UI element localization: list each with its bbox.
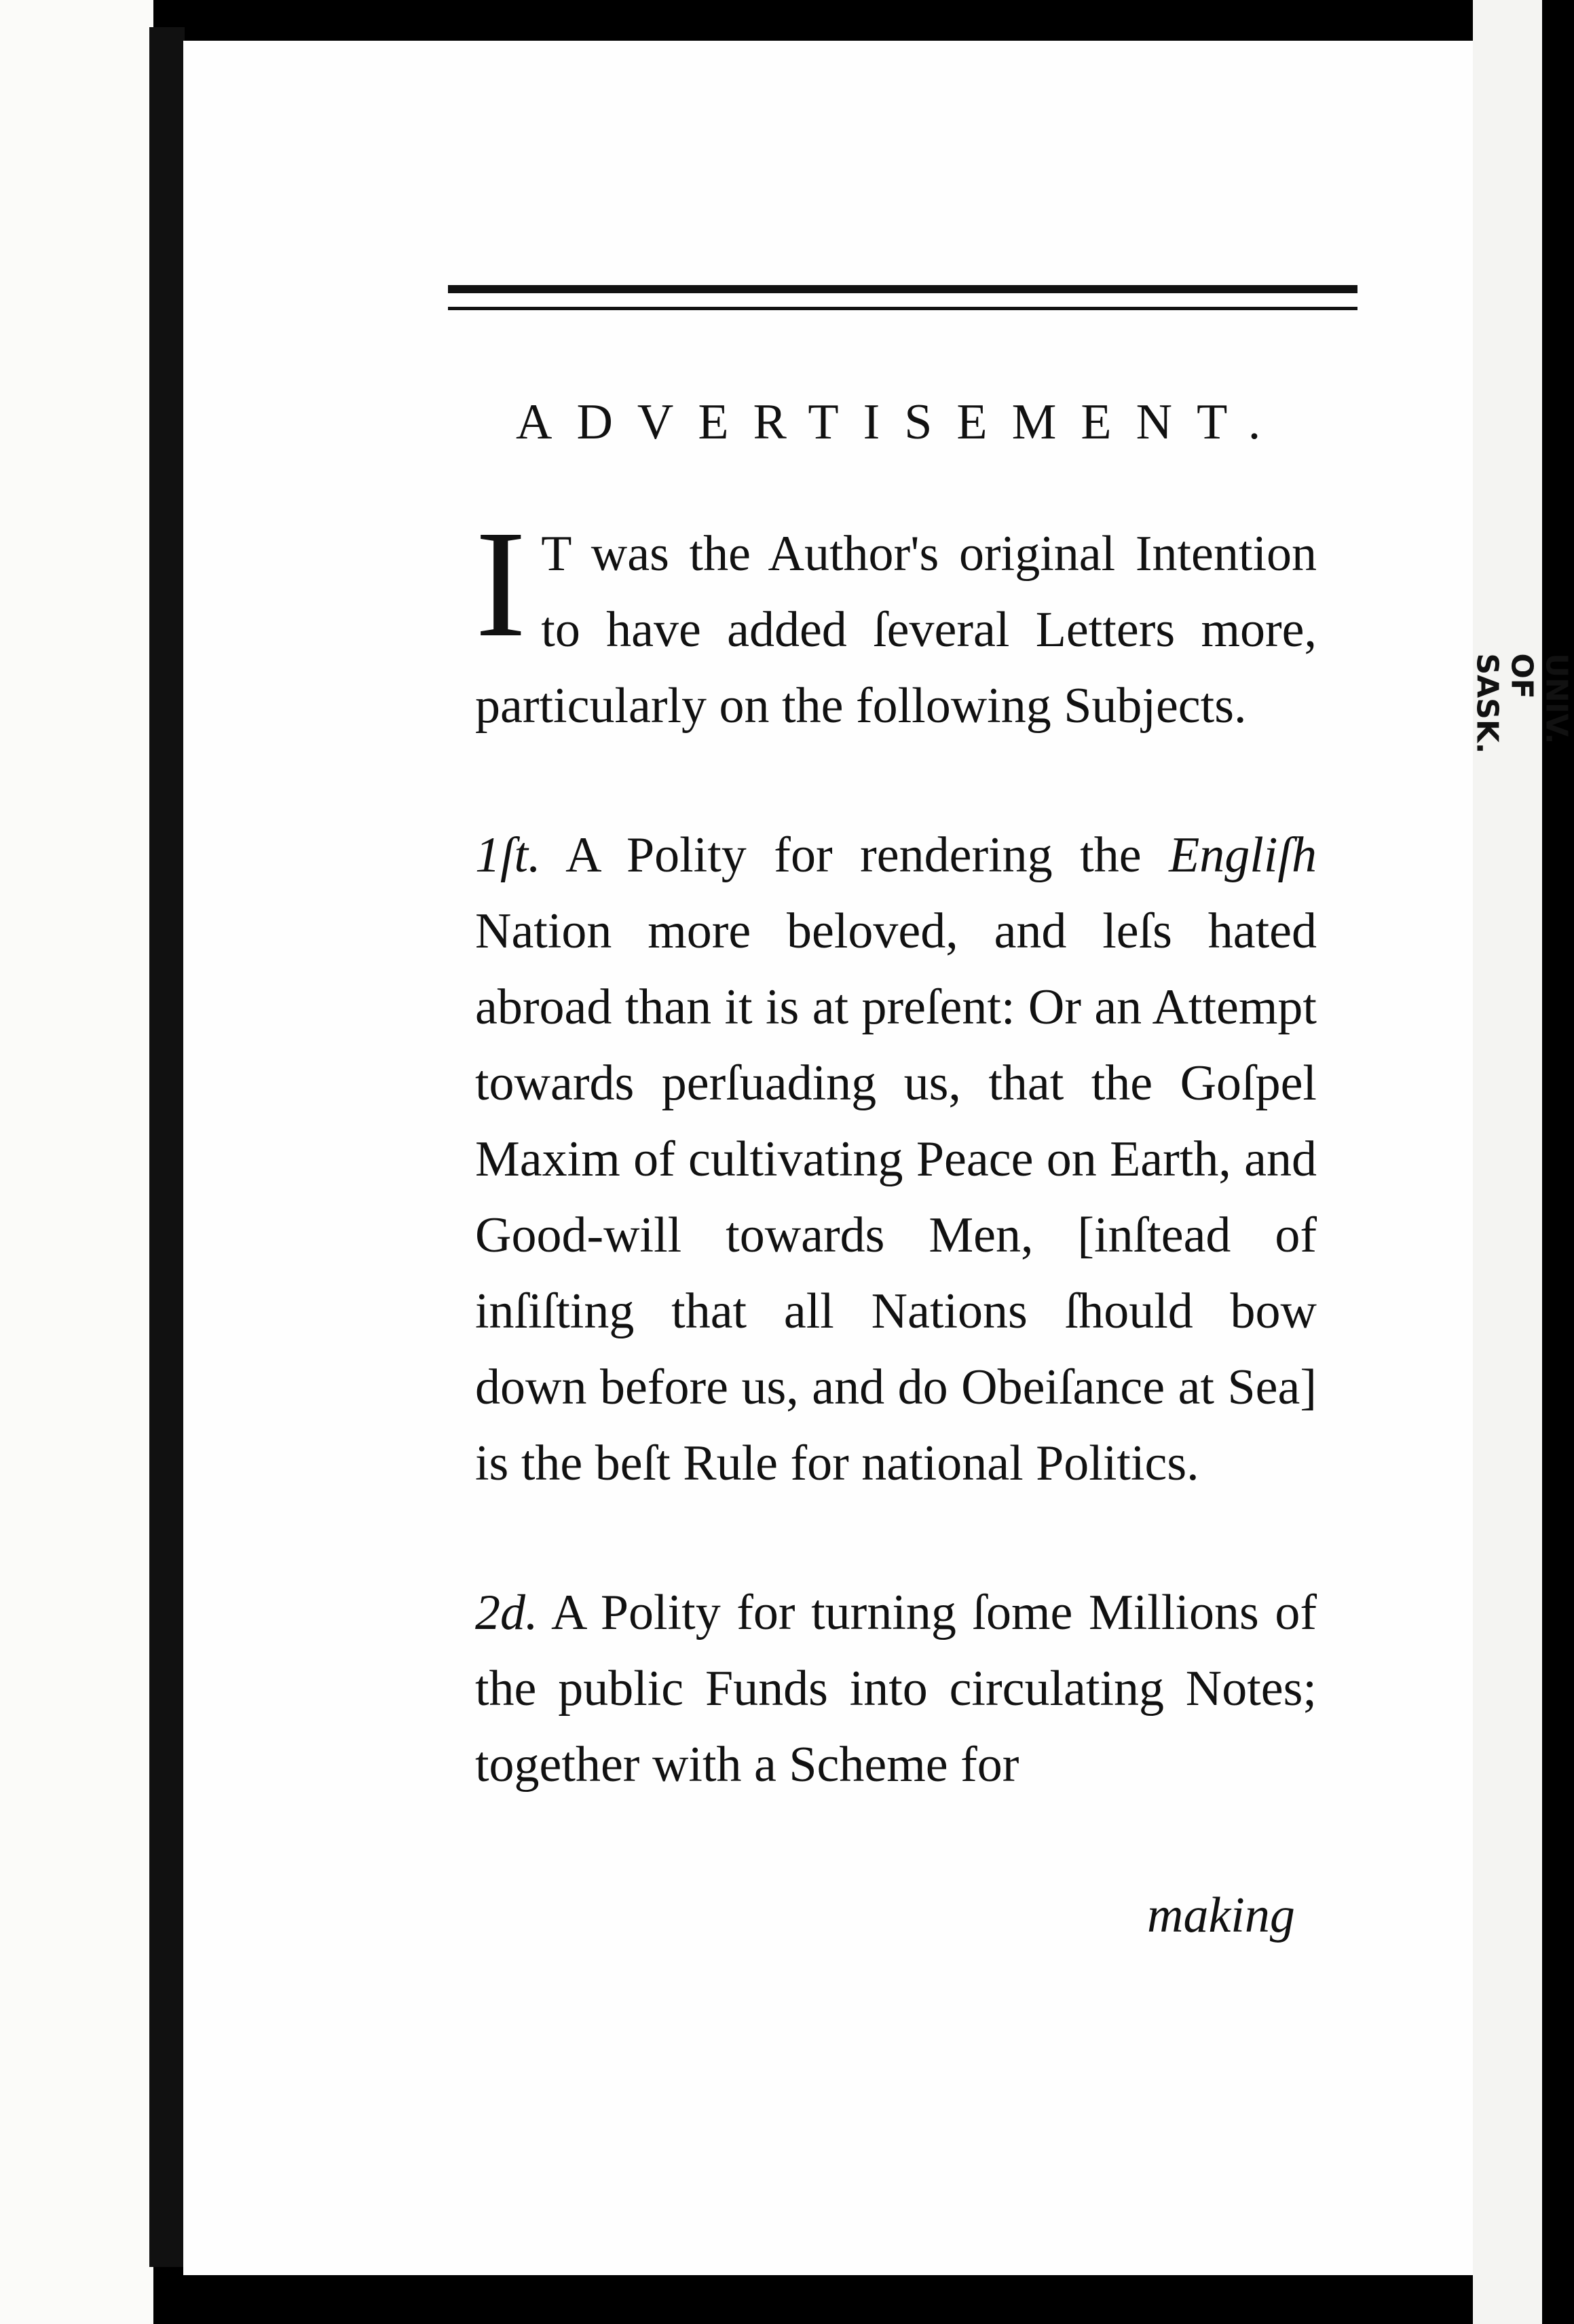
library-stamp-text: UNIV. OF SASK. <box>1469 653 1574 754</box>
book-gutter <box>149 27 185 2267</box>
drop-cap: I <box>475 499 527 669</box>
paragraph-intro-text: T was the Author's original Intention to have added ſeveral Letters more, particularly on the following Subjects. <box>475 526 1317 734</box>
paragraph-first-text-b: Nation more beloved, and leſs hated abroad than it is at preſent: Or an Attempt towards perſuading us, that the Goſpel Maxim of cultivating Peace on Earth, and Good-will towards Men, [inſtead of inſiſting that all Nations ſhould bow down before us, and do Obeiſance at Sea] is the beſt Rule for national Politics. <box>475 903 1317 1491</box>
paragraph-first <box>475 817 1317 1501</box>
library-stamp <box>1469 652 1574 1208</box>
paragraph-second-text: A Polity for turning ſome Millions of the public Funds into circulating Notes; together with a Scheme for <box>475 1585 1317 1793</box>
paragraph-first-italic: Engliſh <box>1169 827 1317 883</box>
paragraph-second <box>475 1575 1317 1803</box>
paragraph-intro <box>475 499 1317 744</box>
page-title: ADVERTISEMENT. <box>516 394 1286 450</box>
paragraph-first-text-a: A Polity for rendering the <box>540 827 1169 883</box>
header-rule-thick <box>448 285 1357 293</box>
ordinal-second: 2d. <box>475 1585 538 1641</box>
catchword: making <box>1147 1888 1295 1943</box>
facing-page-edge <box>0 0 153 2324</box>
page-body <box>475 499 1317 1803</box>
ordinal-first: 1ſt. <box>475 827 541 883</box>
header-rule-thin <box>448 307 1357 310</box>
